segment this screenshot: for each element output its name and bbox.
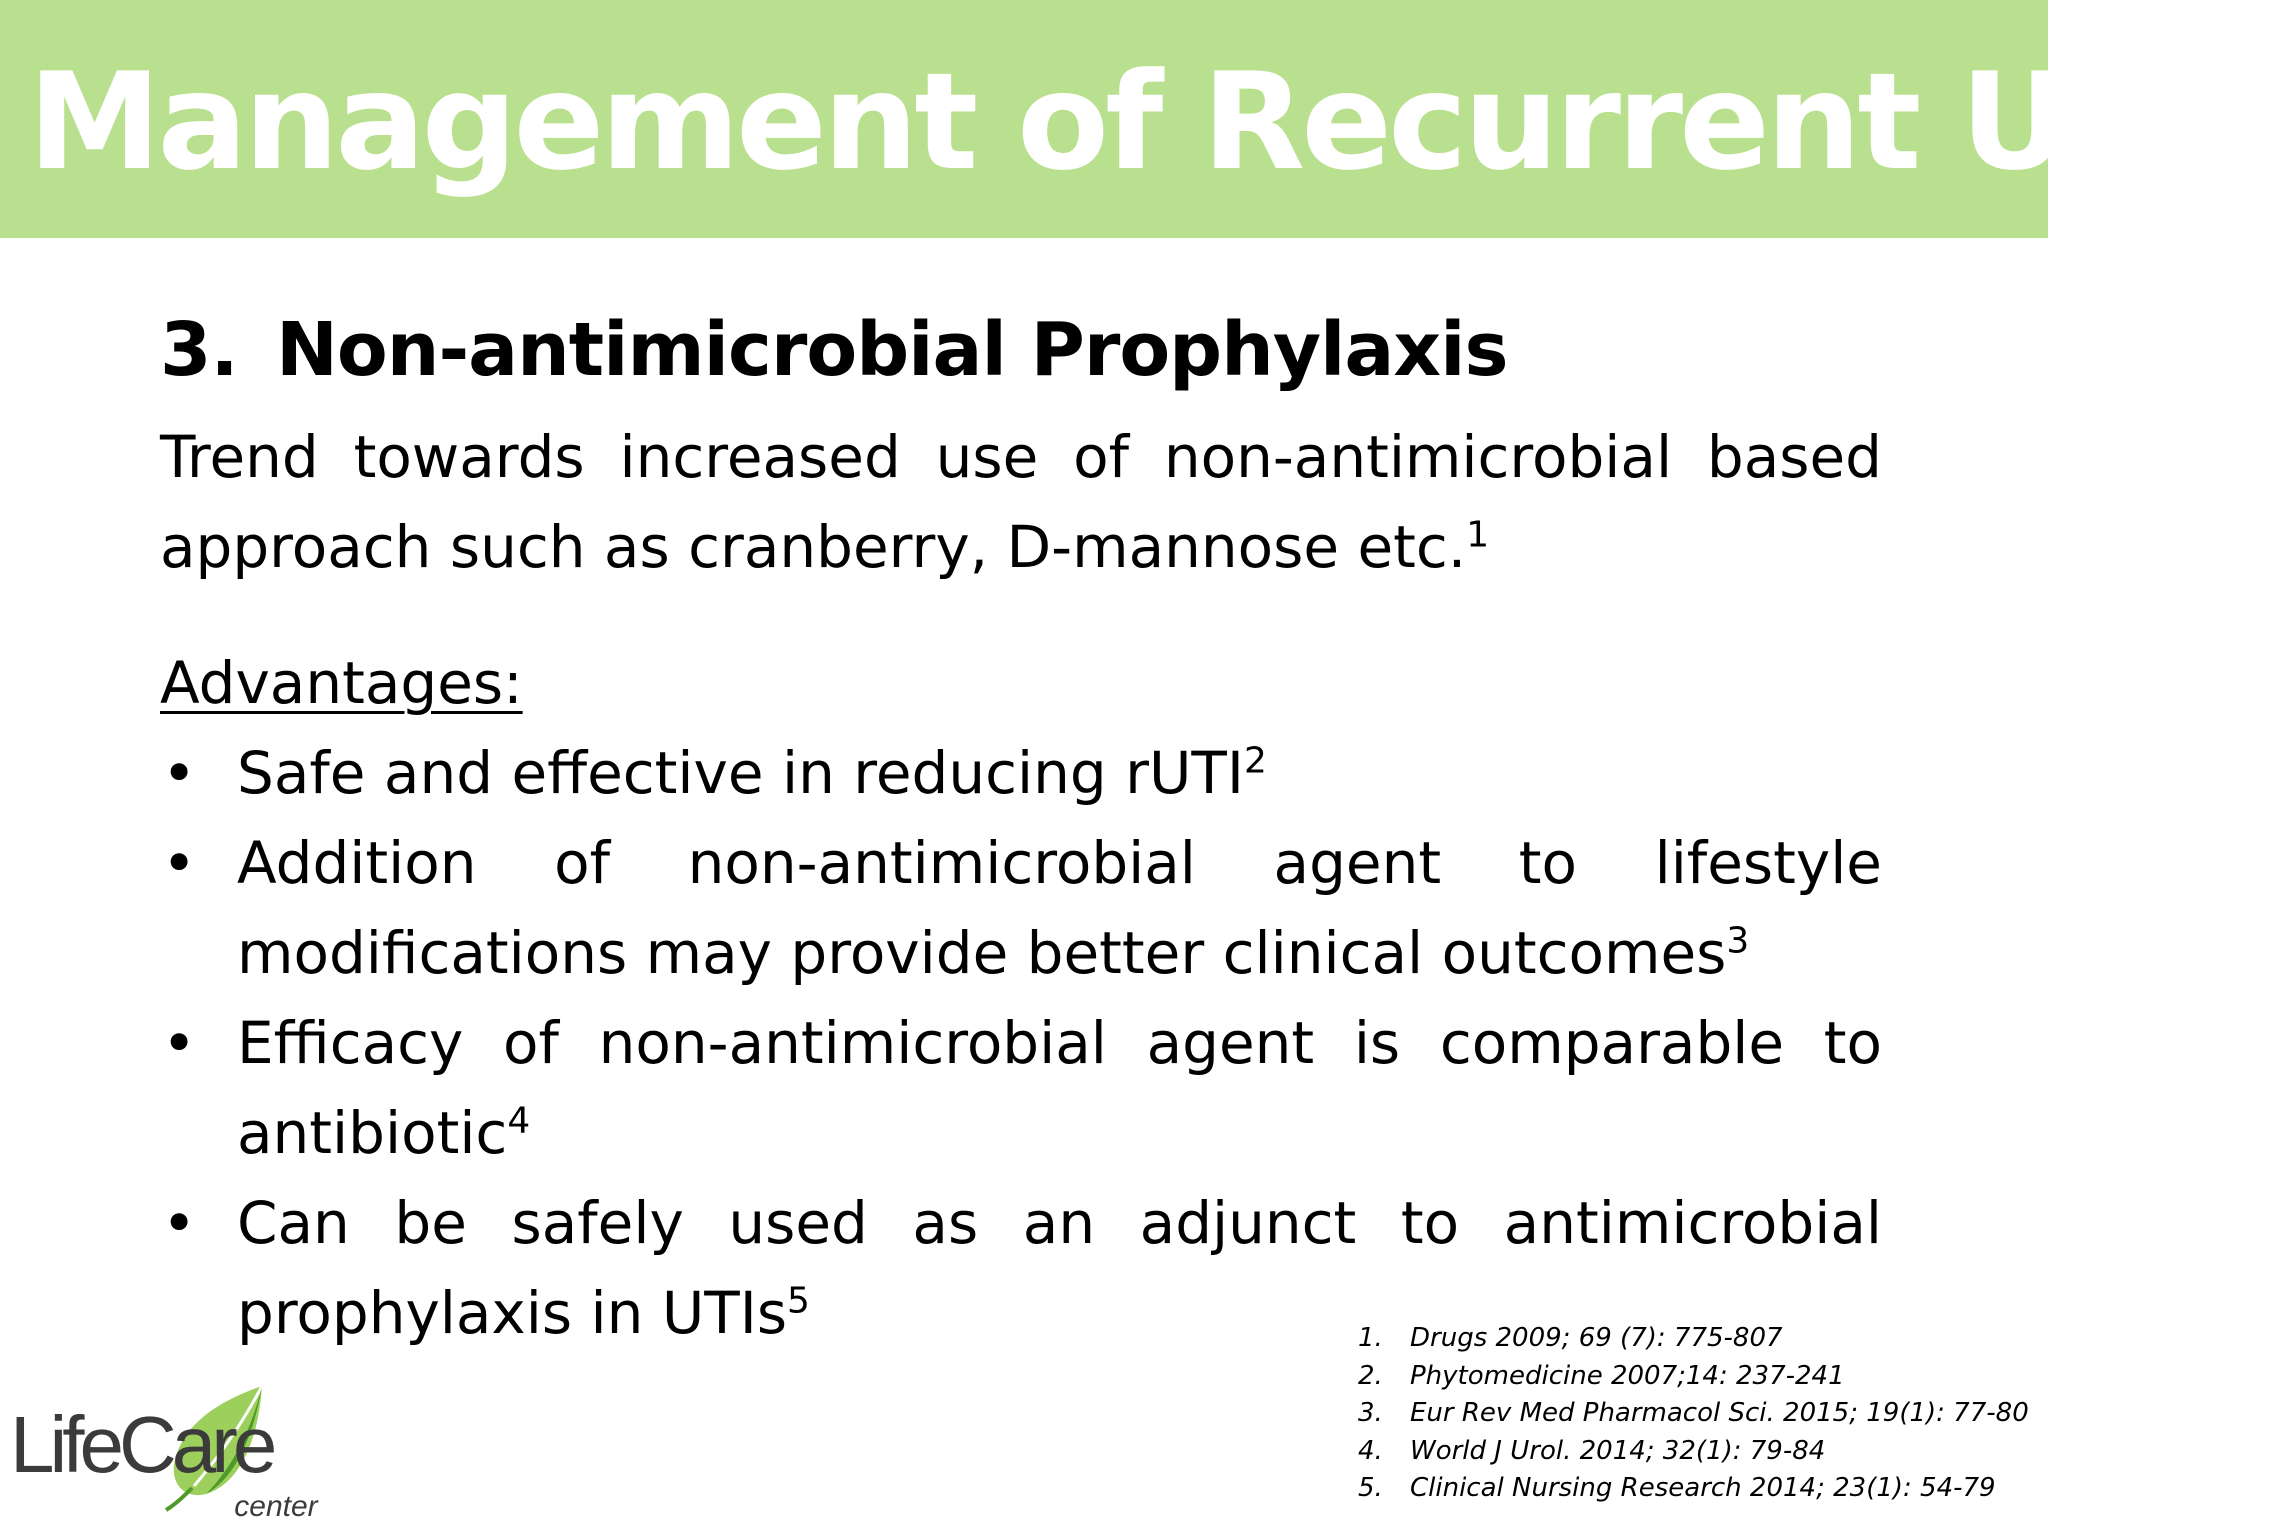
references-list: [1358, 1320, 2029, 1508]
reference-item: [1358, 1320, 2029, 1358]
reference-text: Eur Rev Med Pharmacol Sci. 2015; 19(1): 77-80: [1410, 1398, 2029, 1428]
reference-number: 1.: [1358, 1323, 1383, 1353]
advantage-citation: 4: [507, 1100, 531, 1142]
bullet-icon: •: [162, 1189, 197, 1257]
section-heading-text: Non-antimicrobial Prophylaxis: [276, 307, 1508, 393]
reference-text: Clinical Nursing Research 2014; 23(1): 54-79: [1410, 1473, 1996, 1503]
advantages-label: Advantages:: [160, 649, 523, 717]
section-number: 3.: [160, 307, 238, 393]
reference-number: 2.: [1358, 1360, 1383, 1391]
advantage-item: [160, 998, 1882, 1178]
advantages-list: [160, 728, 1882, 1358]
reference-number: 4.: [1358, 1435, 1383, 1466]
logo-sub-text: center: [234, 1490, 318, 1523]
section-heading: [160, 300, 1508, 400]
reference-item: [1358, 1433, 2029, 1471]
reference-text: Phytomedicine 2007;14: 237-241: [1410, 1360, 1845, 1391]
bullet-icon: •: [162, 1009, 197, 1077]
advantage-item: [160, 728, 1882, 818]
reference-number: 3.: [1358, 1398, 1383, 1428]
advantage-citation: 2: [1243, 740, 1267, 782]
slide-title: Management of Recurrent UTIs: [28, 44, 2274, 200]
reference-text: Drugs 2009; 69 (7): 775-807: [1410, 1323, 1783, 1353]
bullet-icon: •: [162, 829, 197, 897]
bullet-icon: •: [162, 739, 197, 807]
advantage-text: Can be safely used as an adjunct to antimicrobial prophylaxis in UTIs: [237, 1189, 1882, 1347]
advantage-item: [160, 818, 1882, 998]
lifecare-logo: [6, 1384, 366, 1524]
advantage-text: Efficacy of non-antimicrobial agent is comparable to antibiotic: [237, 1009, 1882, 1167]
advantage-citation: 5: [787, 1280, 810, 1322]
reference-text: World J Urol. 2014; 32(1): 79-84: [1410, 1435, 1826, 1466]
advantage-citation: 3: [1726, 920, 1750, 962]
advantage-text: Safe and effective in reducing rUTI: [237, 739, 1244, 807]
reference-item: [1358, 1358, 2029, 1396]
advantage-text: Addition of non-antimicrobial agent to lifestyle modifications may provide better clinical outcomes: [237, 829, 1882, 987]
logo-brand-text: LifeCare: [10, 1400, 273, 1489]
reference-number: 5.: [1358, 1473, 1383, 1503]
reference-item: [1358, 1470, 2029, 1508]
intro-text: Trend towards increased use of non-antimicrobial based approach such as cranberry, D-mannose etc.: [160, 423, 1882, 581]
reference-item: [1358, 1395, 2029, 1433]
title-banner: [0, 0, 2274, 238]
intro-citation: 1: [1466, 514, 1490, 556]
intro-paragraph: [160, 412, 1882, 592]
